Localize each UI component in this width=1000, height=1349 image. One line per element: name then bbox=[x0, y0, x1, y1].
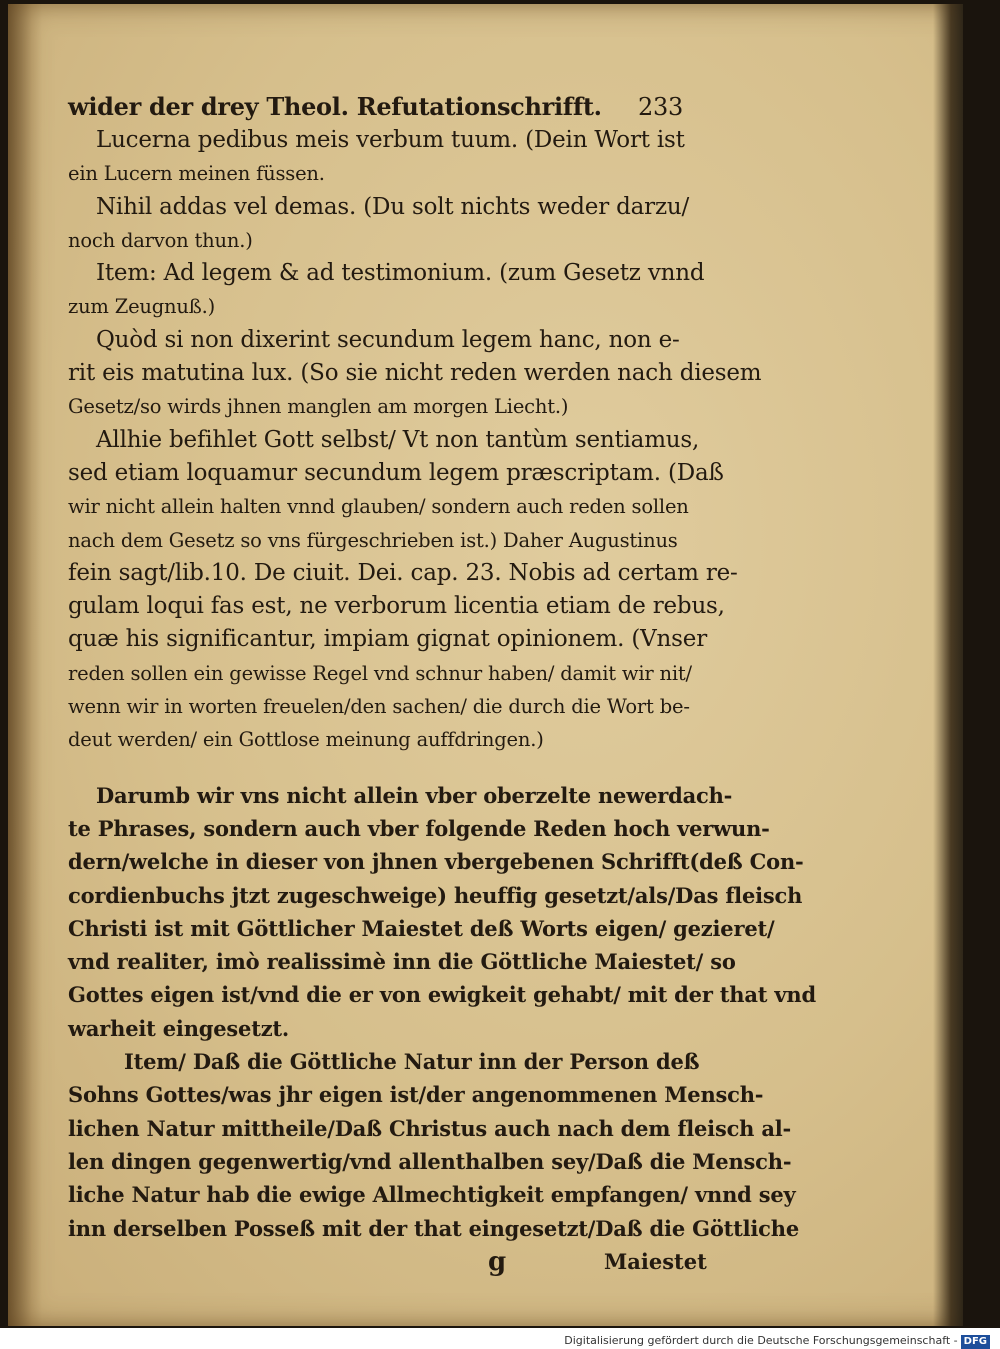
text-line: Lucerna pedibus meis verbum tuum. (Dein Wort ist bbox=[96, 127, 685, 153]
paragraph-gap bbox=[68, 757, 708, 779]
text-line: Item: Ad legem & ad testimonium. (zum Gesetz vnnd bbox=[96, 260, 705, 287]
text-line: inn derselben Posseß mit der that eingesetzt/Daß die Göttliche bbox=[68, 1215, 799, 1241]
text-line: noch darvon thun.) bbox=[68, 228, 253, 252]
text-line: liche Natur hab die ewige Allmechtigkeit empfangen/ vnnd sey bbox=[68, 1182, 796, 1208]
text-line: te Phrases, sondern auch vber folgende Reden hoch verwun- bbox=[68, 815, 770, 841]
book-page bbox=[8, 4, 963, 1326]
text-line: quæ his significantur, impiam gignat opinionem. (Vnser bbox=[68, 626, 707, 653]
text-line: rit eis matutina lux. (So sie nicht reden werden nach diesem bbox=[68, 360, 762, 387]
text-line: fein sagt/lib.10. De ciuit. Dei. cap. 23. Nobis ad certam re- bbox=[68, 559, 738, 586]
text-line: nach dem Gesetz so vns fürgeschrieben ist.) Daher Augustinus bbox=[68, 528, 678, 552]
catchword: Maiestet bbox=[604, 1248, 707, 1274]
text-line: dern/welche in dieser von jhnen vbergebenen Schrifft(deß Con- bbox=[68, 849, 804, 875]
page-gutter-shadow bbox=[8, 4, 42, 1326]
text-line: deut werden/ ein Gottlose meinung auffdringen.) bbox=[68, 728, 544, 752]
text-line: lichen Natur mittheile/Daß Christus auch nach dem fleisch al- bbox=[68, 1115, 792, 1141]
text-line: wenn wir in worten freuelen/den sachen/ die durch die Wort be- bbox=[68, 695, 690, 719]
text-line: gulam loqui fas est, ne verborum licentia etiam de rebus, bbox=[68, 593, 725, 620]
text-line: Darumb wir vns nicht allein vber oberzelte newerdach- bbox=[96, 782, 733, 808]
dfg-logo[interactable]: DFG bbox=[961, 1335, 990, 1349]
signature-mark: g bbox=[488, 1246, 507, 1277]
text-line: Item/ Daß die Göttliche Natur inn der Person deß bbox=[124, 1049, 700, 1075]
text-line: Christi ist mit Göttlicher Maiestet deß Worts eigen/ gezieret/ bbox=[68, 915, 775, 941]
page-number: 233 bbox=[638, 93, 683, 121]
text-line: zum Zeugnuß.) bbox=[68, 295, 216, 319]
text-line: vnd realiter, imò realissimè inn die Göttliche Maiestet/ so bbox=[68, 949, 736, 975]
text-line: Allhie befihlet Gott selbst/ Vt non tantùm sentiamus, bbox=[96, 426, 700, 453]
running-title: wider der drey Theol. Refutationschrifft. bbox=[68, 92, 602, 121]
text-line: cordienbuchs jtzt zugeschweige) heuffig gesetzt/als/Das fleisch bbox=[68, 882, 803, 908]
digitization-credit bbox=[564, 1334, 990, 1348]
text-line: Gottes eigen ist/vnd die er von ewigkeit gehabt/ mit der that vnd bbox=[68, 982, 816, 1008]
text-line: reden sollen ein gewisse Regel vnd schnur haben/ damit wir nit/ bbox=[68, 661, 692, 685]
page-edge-shadow bbox=[933, 4, 963, 1326]
running-header bbox=[68, 90, 708, 124]
text-line: Gesetz/so wirds jhnen manglen am morgen Liecht.) bbox=[68, 395, 569, 419]
text-line: wir nicht allein halten vnnd glauben/ sondern auch reden sollen bbox=[68, 495, 689, 519]
text-line: ein Lucern meinen füssen. bbox=[68, 162, 325, 186]
text-line: Sohns Gottes/was jhr eigen ist/der angenommenen Mensch- bbox=[68, 1082, 764, 1108]
text-line: warheit eingesetzt. bbox=[68, 1015, 290, 1041]
text-line: len dingen gegenwertig/vnd allenthalben sey/Daß die Mensch- bbox=[68, 1148, 792, 1174]
text-line: sed etiam loquamur secundum legem præscriptam. (Daß bbox=[68, 459, 724, 486]
page-footer bbox=[68, 1245, 708, 1279]
text-line: Nihil addas vel demas. (Du solt nichts weder darzu/ bbox=[96, 193, 690, 220]
page-text-block bbox=[68, 90, 816, 1279]
text-line: Quòd si non dixerint secundum legem hanc, non e- bbox=[96, 326, 680, 353]
credit-text: Digitalisierung gefördert durch die Deutsche Forschungsgemeinschaft - bbox=[564, 1334, 958, 1347]
